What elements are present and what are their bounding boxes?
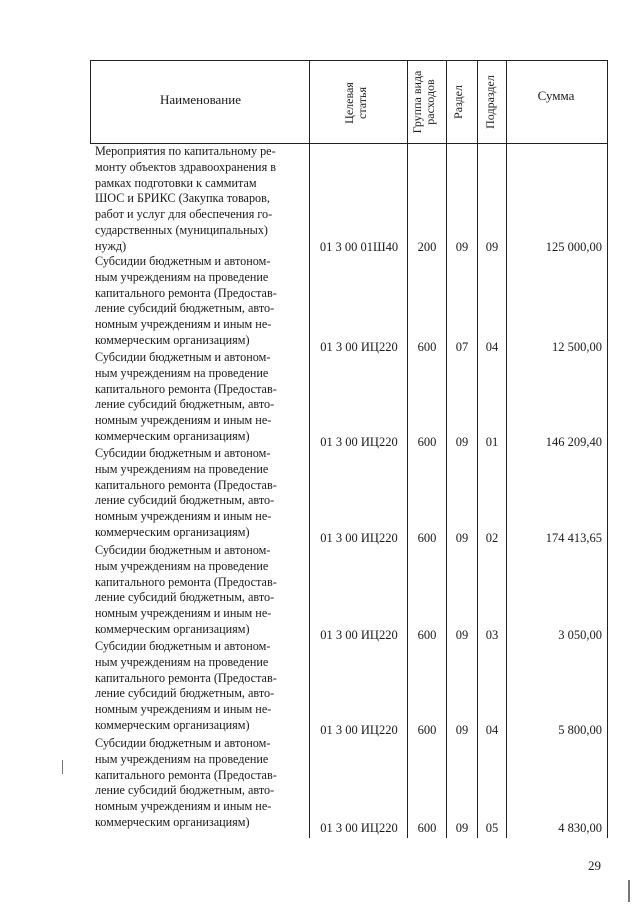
row-name-line: ным учреждениям на проведение — [95, 269, 269, 284]
header-subsection — [484, 62, 500, 142]
row-name-line: Субсидии бюджетным и автоном- — [95, 543, 271, 557]
row-name-line: капитального ремонта (Предостав- — [95, 285, 277, 300]
row-name-line: номным учреждениям и иным не- — [95, 509, 272, 524]
row-name-line: Субсидии бюджетным и автоном- — [95, 446, 271, 460]
table-right-border — [607, 60, 608, 838]
row-name-line: номным учреждениям и иным не- — [95, 799, 272, 814]
row-name-line: Субсидии бюджетным и автоном- — [95, 254, 271, 268]
row-target-article: 01 3 00 ИЦ220 — [320, 435, 398, 449]
header-subsection-label: Подраздел — [483, 75, 497, 129]
row-name-line: нужд) — [95, 238, 127, 253]
row-name-line: капитального ремонта (Предостав- — [95, 767, 277, 782]
row-expense-group: 200 — [417, 240, 437, 254]
row-name-line: Субсидии бюджетным и автоном- — [95, 736, 271, 750]
col-divider-section — [477, 60, 478, 838]
table-row-name — [95, 144, 307, 255]
row-expense-group: 600 — [417, 340, 437, 354]
header-expense-group — [411, 65, 443, 139]
row-section: 09 — [455, 821, 469, 835]
row-subsection: 03 — [485, 628, 499, 642]
header-group-line2: расходов — [423, 79, 437, 125]
row-name-line: ление субсидий бюджетным, авто- — [95, 686, 275, 701]
row-name-line: коммерческим организациям) — [95, 524, 250, 539]
row-name-line: Субсидии бюджетным и автоном- — [95, 639, 271, 653]
row-name-line: сударственных (муниципальных) — [95, 222, 268, 237]
col-divider-name — [309, 60, 310, 838]
row-name-line: ление субсидий бюджетным, авто- — [95, 397, 275, 412]
page-number: 29 — [588, 858, 601, 873]
col-divider-group — [446, 60, 447, 838]
row-name-line: коммерческим организациям) — [95, 332, 250, 347]
row-name-line: ным учреждениям на проведение — [95, 461, 269, 476]
row-section: 09 — [455, 435, 469, 449]
row-subsection: 04 — [485, 340, 499, 354]
row-name-line: коммерческим организациям) — [95, 814, 250, 829]
header-sum: Сумма — [537, 88, 575, 103]
table-row-name — [95, 254, 307, 349]
col-divider-code — [407, 60, 408, 838]
row-name-line: коммерческим организациям) — [95, 621, 250, 636]
row-target-article: 01 3 00 ИЦ220 — [320, 340, 398, 354]
header-section — [452, 72, 468, 132]
row-subsection: 09 — [485, 240, 499, 254]
row-name-line: коммерческим организациям) — [95, 717, 250, 732]
row-subsection: 04 — [485, 723, 499, 737]
row-subsection: 01 — [485, 435, 499, 449]
header-target-line1: Целевая — [342, 82, 356, 124]
row-name-line: рамках подготовки к саммитам — [95, 175, 257, 190]
row-name-line: капитального ремонта (Предостав- — [95, 670, 277, 685]
table-row-name — [95, 350, 307, 445]
row-section: 09 — [455, 240, 469, 254]
row-sum: 3 050,00 — [558, 628, 602, 642]
header-section-label: Раздел — [451, 85, 465, 119]
row-expense-group: 600 — [417, 435, 437, 449]
row-target-article: 01 3 00 01Ш40 — [319, 240, 399, 254]
row-name-line: капитального ремонта (Предостав- — [95, 381, 277, 396]
header-name: Наименование — [160, 92, 241, 107]
table-top-border — [90, 60, 608, 61]
row-sum: 5 800,00 — [558, 723, 602, 737]
row-expense-group: 600 — [417, 723, 437, 737]
header-target-article — [343, 73, 373, 133]
row-section: 09 — [455, 628, 469, 642]
row-name-line: ление субсидий бюджетным, авто- — [95, 590, 275, 605]
row-subsection: 05 — [485, 821, 499, 835]
row-section: 09 — [455, 531, 469, 545]
table-row-name — [95, 736, 307, 831]
row-name-line: коммерческим организациям) — [95, 428, 250, 443]
row-name-line: ШОС и БРИКС (Закупка товаров, — [95, 191, 270, 206]
row-section: 07 — [455, 340, 469, 354]
row-name-line: номным учреждениям и иным не- — [95, 413, 272, 428]
row-target-article: 01 3 00 ИЦ220 — [320, 723, 398, 737]
row-expense-group: 600 — [417, 531, 437, 545]
row-expense-group: 600 — [417, 821, 437, 835]
row-name-line: Мероприятия по капитальному ре- — [95, 144, 276, 158]
table-row-name — [95, 543, 307, 638]
row-name-line: капитального ремонта (Предостав- — [95, 574, 277, 589]
row-sum: 125 000,00 — [545, 240, 602, 254]
row-target-article: 01 3 00 ИЦ220 — [320, 531, 398, 545]
row-name-line: ление субсидий бюджетным, авто- — [95, 493, 275, 508]
row-target-article: 01 3 00 ИЦ220 — [320, 628, 398, 642]
row-name-line: номным учреждениям и иным не- — [95, 702, 272, 717]
row-name-line: ным учреждениям на проведение — [95, 751, 269, 766]
row-section: 09 — [455, 723, 469, 737]
row-name-line: ление субсидий бюджетным, авто- — [95, 783, 275, 798]
row-target-article: 01 3 00 ИЦ220 — [320, 821, 398, 835]
row-name-line: номным учреждениям и иным не- — [95, 606, 272, 621]
scan-mark-right — [628, 880, 630, 902]
row-subsection: 02 — [485, 531, 499, 545]
header-group-line1: Группа вида — [410, 70, 424, 134]
row-name-line: ным учреждениям на проведение — [95, 558, 269, 573]
row-name-line: капитального ремонта (Предостав- — [95, 477, 277, 492]
row-name-line: ным учреждениям на проведение — [95, 365, 269, 380]
row-name-line: ление субсидий бюджетным, авто- — [95, 301, 275, 316]
scan-mark-left — [62, 760, 63, 774]
header-target-line2: статья — [355, 87, 369, 119]
row-name-line: Субсидии бюджетным и автоном- — [95, 350, 271, 364]
row-sum: 146 209,40 — [545, 435, 602, 449]
row-expense-group: 600 — [417, 628, 437, 642]
row-sum: 4 830,00 — [558, 821, 602, 835]
row-name-line: номным учреждениям и иным не- — [95, 317, 272, 332]
table-row-name — [95, 446, 307, 541]
row-sum: 12 500,00 — [552, 340, 602, 354]
row-name-line: ным учреждениям на проведение — [95, 654, 269, 669]
row-name-line: работ и услуг для обеспечения го- — [95, 207, 273, 222]
row-sum: 174 413,65 — [545, 531, 602, 545]
table-row-name — [95, 639, 307, 734]
row-name-line: монту объектов здравоохранения в — [95, 159, 276, 174]
col-divider-subsection — [506, 60, 507, 838]
table-left-border — [90, 60, 91, 144]
